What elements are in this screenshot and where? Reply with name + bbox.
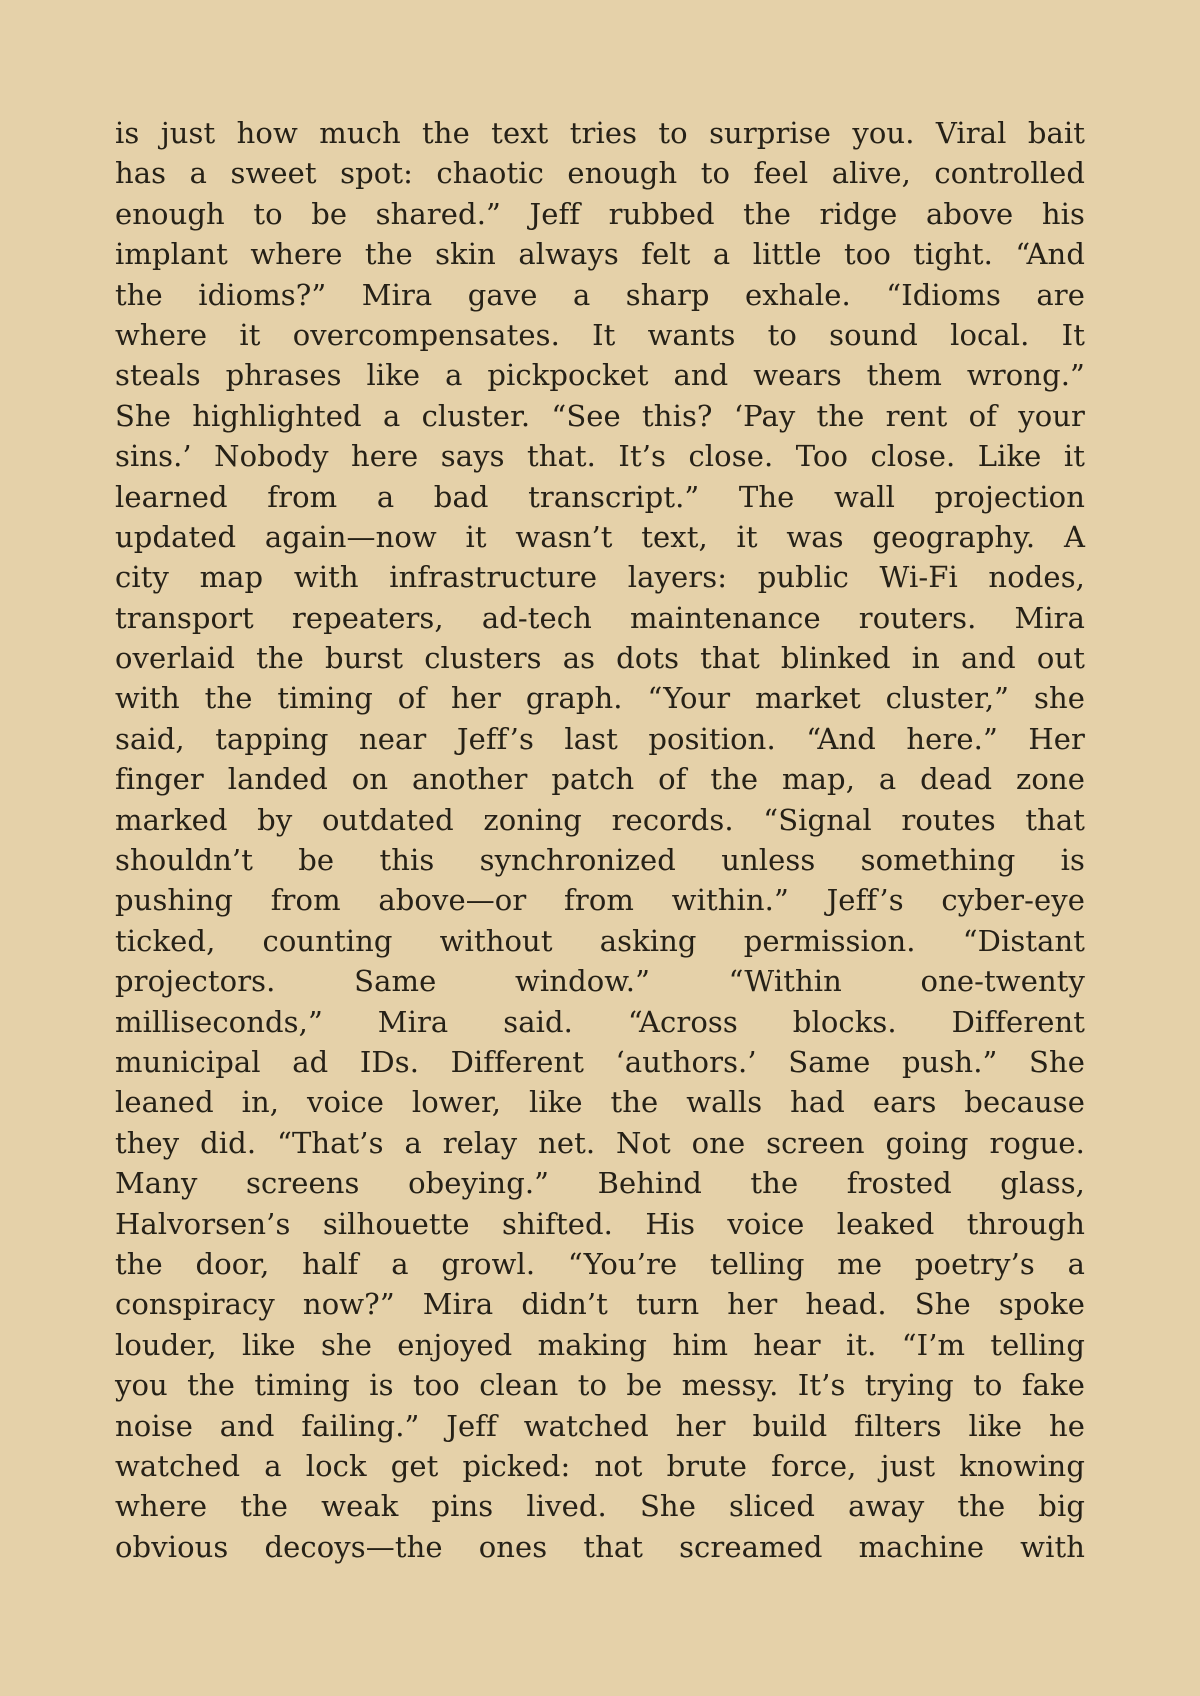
body-text — [115, 113, 1085, 1567]
text-line: has a sweet spot: chaotic enough to feel alive, controlled — [115, 156, 1085, 191]
text-line: learned from a bad transcript.” The wall projection — [115, 479, 1085, 514]
text-line: watched a lock get picked: not brute force, just knowing — [115, 1448, 1085, 1483]
text-line: leaned in, voice lower, like the walls had ears because — [115, 1085, 1085, 1120]
text-line: overlaid the burst clusters as dots that blinked in and out — [115, 641, 1085, 676]
text-line: steals phrases like a pickpocket and wears them wrong.” — [115, 358, 1085, 393]
text-line: sins.’ Nobody here says that. It’s close. Too close. Like it — [115, 439, 1085, 474]
text-line: enough to be shared.” Jeff rubbed the ridge above his — [115, 196, 1085, 231]
text-line: louder, like she enjoyed making him hear it. “I’m telling — [115, 1327, 1085, 1362]
text-line: they did. “That’s a relay net. Not one screen going rogue. — [115, 1125, 1085, 1160]
text-line: with the timing of her graph. “Your market cluster,” she — [115, 681, 1085, 716]
text-line: the door, half a growl. “You’re telling me poetry’s a — [115, 1246, 1085, 1281]
text-line: noise and failing.” Jeff watched her build filters like he — [115, 1408, 1085, 1443]
text-line: projectors. Same window.” “Within one-twenty — [115, 964, 1085, 999]
text-line: ticked, counting without asking permission. “Distant — [115, 923, 1085, 958]
text-line: conspiracy now?” Mira didn’t turn her head. She spoke — [115, 1287, 1085, 1322]
text-line: finger landed on another patch of the map, a dead zone — [115, 762, 1085, 797]
text-line: pushing from above—or from within.” Jeff’s cyber-eye — [115, 883, 1085, 918]
text-line: municipal ad IDs. Different ‘authors.’ Same push.” She — [115, 1044, 1085, 1079]
text-line: is just how much the text tries to surprise you. Viral bait — [115, 116, 1085, 150]
text-line: marked by outdated zoning records. “Signal routes that — [115, 802, 1085, 837]
text-line: Many screens obeying.” Behind the frosted glass, — [115, 1166, 1085, 1201]
text-line: city map with infrastructure layers: public Wi-Fi nodes, — [115, 560, 1085, 595]
text-line: the idioms?” Mira gave a sharp exhale. “Idioms are — [115, 277, 1085, 312]
text-line: said, tapping near Jeff’s last position. “And here.” Her — [115, 721, 1085, 756]
text-line: Halvorsen’s silhouette shifted. His voice leaked through — [115, 1206, 1085, 1241]
text-line: obvious decoys—the ones that screamed machine with — [115, 1529, 1085, 1564]
text-line: transport repeaters, ad-tech maintenance routers. Mira — [115, 600, 1085, 635]
text-line: implant where the skin always felt a little too tight. “And — [115, 237, 1085, 272]
text-line: updated again—now it wasn’t text, it was geography. A — [115, 519, 1085, 554]
text-line: She highlighted a cluster. “See this? ‘Pay the rent of your — [115, 398, 1085, 433]
text-line: where the weak pins lived. She sliced away the big — [115, 1489, 1085, 1524]
text-line: shouldn’t be this synchronized unless something is — [115, 843, 1085, 878]
text-line: where it overcompensates. It wants to sound local. It — [115, 317, 1085, 352]
text-line: you the timing is too clean to be messy. It’s trying to fake — [115, 1368, 1085, 1403]
text-line: milliseconds,” Mira said. “Across blocks. Different — [115, 1004, 1085, 1039]
